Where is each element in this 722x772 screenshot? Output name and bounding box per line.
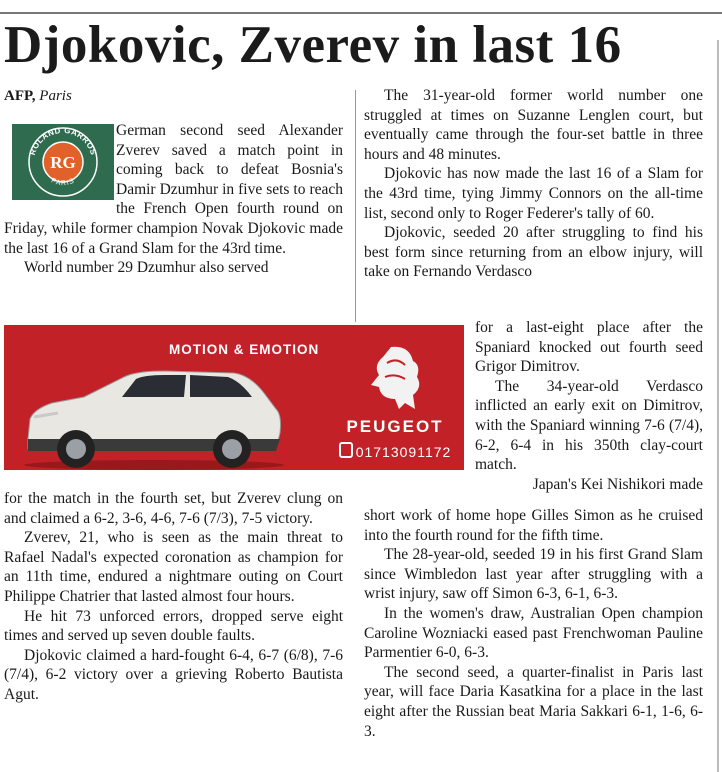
paragraph: Djokovic, seeded 20 after struggling to find his best form since returning from an elbow injury, will take on Fernando Verdasco xyxy=(364,224,703,281)
column-2-top xyxy=(364,86,703,282)
byline-agency: AFP, xyxy=(4,88,36,104)
ad-tagline: MOTION & EMOTION xyxy=(169,342,320,357)
paragraph: The 31-year-old former world number one struggled at times on Suzanne Lenglen court, but eventually came through the four-set battle in three hours and 48 minutes. xyxy=(364,87,703,163)
paragraph: Djokovic has now made the last 16 of a Slam for the 43rd time, tying Jimmy Connors on the all-time list, second only to Roger Federer's tally of 60. xyxy=(364,165,703,222)
suv-car-image xyxy=(14,353,304,470)
paragraph: short work of home hope Gilles Simon as he cruised into the fourth round for the fifth time. xyxy=(364,507,703,544)
paragraph: for a last-eight place after the Spaniard knocked out fourth seed Grigor Dimitrov. xyxy=(475,319,703,376)
ad-phone-number: 01713091172 xyxy=(355,444,452,460)
logo-spacer xyxy=(4,121,116,203)
paragraph: The second seed, a quarter-finalist in Paris last year, will face Daria Kasatkina for a place in the last eight after the Russian beat Maria Sakkari 6-1, 1-6, 6-3. xyxy=(364,663,703,740)
ad-brand: PEUGEOT xyxy=(346,417,444,436)
byline xyxy=(4,88,72,105)
logo-top-text: ROLAND GARROS xyxy=(27,125,99,157)
paragraph: Japan's Kei Nishikori made xyxy=(532,475,703,493)
paragraph: The 28-year-old, seeded 19 in his first Grand Slam since Wimbledon last year after struggling with a wrist injury, saw off Simon 6-3, 6-1, 6-3. xyxy=(364,546,703,603)
phone-icon xyxy=(339,442,353,458)
column-2-middle xyxy=(475,318,703,494)
logo-bottom-text: PARIS xyxy=(49,177,77,188)
column-divider xyxy=(355,90,356,322)
peugeot-advertisement[interactable] xyxy=(4,325,464,470)
top-rule xyxy=(0,12,722,14)
paragraph: Zverev, 21, who is seen as the main threat to Rafael Nadal's expected coronation as champion for an 11th time, endured a nightmare outing on Court Philippe Chatrier that lasted almost four hours. xyxy=(4,529,343,605)
paragraph: Djokovic claimed a hard-fought 6-4, 6-7 (6/8), 7-6 (7/4), 6-2 victory over a grieving Roberto Bautista Agut. xyxy=(4,646,343,703)
paragraph: The 34-year-old Verdasco inflicted an early exit on Dimitrov, with the Spaniard winning 7-6 (7/4), 6-2, 6-4 in his 350th clay-court match. xyxy=(475,377,703,474)
logo-monogram: RG xyxy=(50,153,76,172)
column-1-top xyxy=(4,121,343,278)
paragraph: for the match in the fourth set, but Zverev clung on and claimed a 6-2, 3-6, 4-6, 7-6 (7/3), 7-5 victory. xyxy=(4,490,343,527)
paragraph: In the women's draw, Australian Open champion Caroline Wozniacki eased past Frenchwoman Pauline Parmentier 6-0, 6-3. xyxy=(364,604,703,662)
paragraph: German second seed Alexander Zverev saved a match point in coming back to defeat Bosnia's Damir Dzumhur in five sets to reach the French Open fourth round on Friday, while former champion Novak Djokovic made the last 16 of a Grand Slam for the 43rd time. xyxy=(4,122,343,257)
paragraph: He hit 73 unforced errors, dropped serve eight times and served up seven double faults. xyxy=(4,607,343,645)
page-edge xyxy=(717,40,719,772)
headline: Djokovic, Zverev in last 16 xyxy=(4,16,622,74)
column-1-bottom xyxy=(4,489,343,705)
paragraph: World number 29 Dzumhur also served xyxy=(24,259,269,277)
peugeot-lion-emblem xyxy=(361,343,431,413)
byline-place: Paris xyxy=(39,88,72,104)
ad-phone xyxy=(332,442,458,460)
column-2-bottom xyxy=(364,506,703,741)
